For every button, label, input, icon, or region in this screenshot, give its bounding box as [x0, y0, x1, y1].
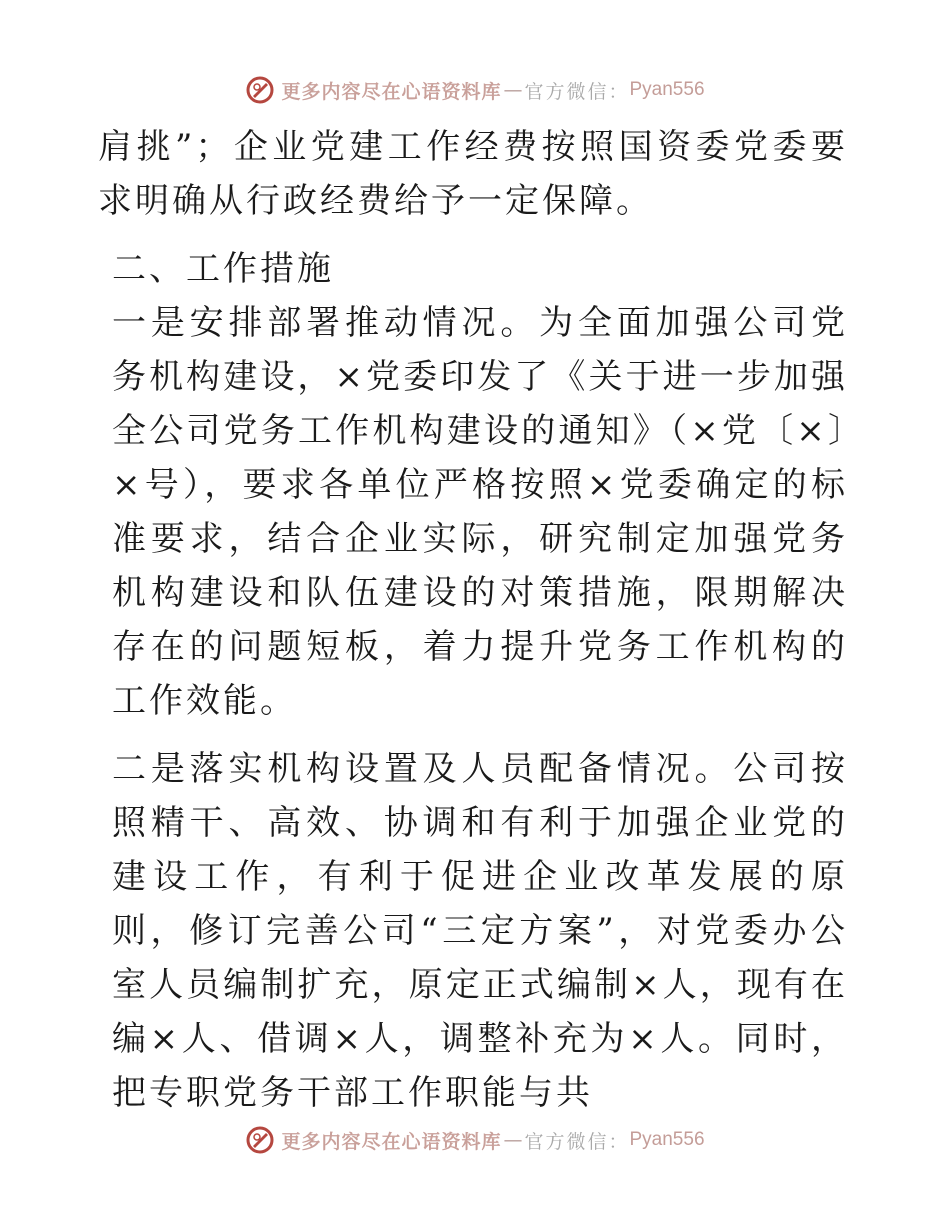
footer-watermark: [0, 1120, 950, 1160]
watermark-separator: —: [503, 79, 523, 101]
watermark-id: Pyan556: [629, 79, 705, 100]
paragraph-3: 二是落实机构设置及人员配备情况。公司按照精干、高效、协调和有利于加强企业党的建设工作，有利于促进企业改革发展的原则，修订完善公司“三定方案”，对党委办公室人员编制扩充，原定正式编制×人，现有在编×人、借调×人，调整补充为×人。同时，把专职党务干部工作职能与共: [112, 749, 848, 1113]
watermark-separator: —: [503, 1129, 523, 1151]
watermark-brand: 更多内容尽在心语资料库: [281, 1130, 502, 1153]
paragraph-1: 肩挑”；企业党建工作经费按照国资委党委要求明确从行政经费给予一定保障。: [98, 127, 848, 221]
brand-logo-icon: [245, 75, 275, 105]
header-watermark: [0, 70, 950, 110]
document-body: [98, 120, 848, 1120]
watermark-brand: 更多内容尽在心语资料库: [281, 80, 502, 103]
brand-logo-icon: [245, 1125, 275, 1155]
watermark-id: Pyan556: [629, 1129, 705, 1150]
watermark-official: 官方微信：: [524, 80, 630, 103]
paragraph-2: 一是安排部署推动情况。为全面加强公司党务机构建设，×党委印发了《关于进一步加强全公司党务工作机构建设的通知》（×党〔×〕×号），要求各单位严格按照×党委确定的标准要求，结合企业实际，研究制定加强党务机构建设和队伍建设的对策措施，限期解决存在的问题短板，着力提升党务工作机构的工作效能。: [112, 303, 848, 721]
section-heading: 二、工作措施: [112, 249, 334, 289]
watermark-official: 官方微信：: [524, 1130, 630, 1153]
